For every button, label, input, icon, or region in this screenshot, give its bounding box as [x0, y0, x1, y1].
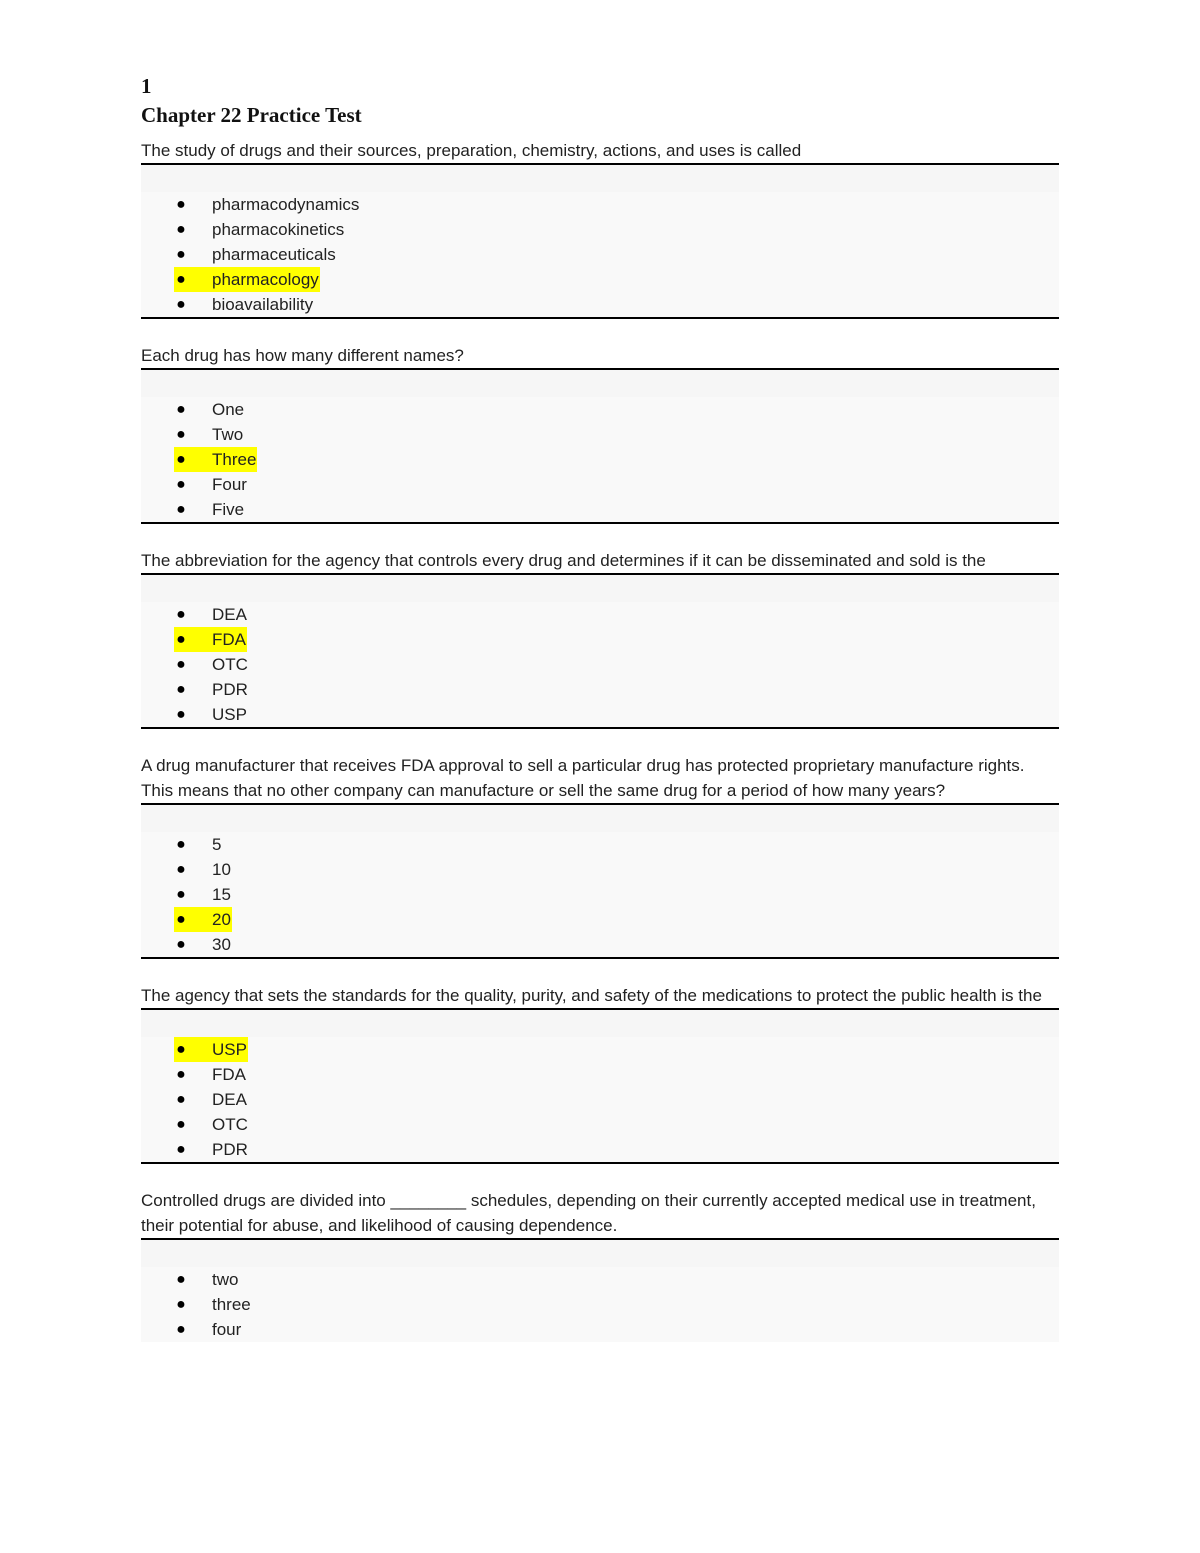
- option-label: USP: [211, 1037, 248, 1062]
- answer-option: [141, 1317, 1059, 1342]
- answer-option: [141, 472, 1059, 497]
- bullet-icon: ●: [176, 501, 186, 518]
- bullet-icon: ●: [176, 1271, 186, 1288]
- bullet-icon: ●: [176, 681, 186, 698]
- answer-option-highlighted: [141, 1037, 1059, 1062]
- bullet-icon: ●: [176, 476, 186, 493]
- question-text: The study of drugs and their sources, preparation, chemistry, actions, and uses is called: [141, 138, 1059, 165]
- bullet-icon: ●: [176, 1091, 186, 1108]
- bullet-icon: ●: [176, 296, 186, 313]
- question-text: The abbreviation for the agency that controls every drug and determines if it can be disseminated and sold is the: [141, 548, 1059, 575]
- question-block: [141, 753, 1059, 959]
- option-label: One: [212, 400, 245, 419]
- bullet-icon: ●: [174, 447, 211, 472]
- option-label: 5: [212, 835, 222, 854]
- bullet-icon: ●: [176, 196, 186, 213]
- bullet-icon: ●: [176, 656, 186, 673]
- bullet-icon: ●: [176, 886, 186, 903]
- question-text: The agency that sets the standards for the quality, purity, and safety of the medications to protect the public health is the: [141, 983, 1059, 1010]
- bullet-icon: ●: [176, 246, 186, 263]
- answer-option: [141, 397, 1059, 422]
- answer-option: [141, 192, 1059, 217]
- answer-option: [141, 217, 1059, 242]
- bullet-icon: ●: [174, 1037, 211, 1062]
- question-block: [141, 138, 1059, 319]
- page-number: 1: [141, 74, 152, 98]
- question-text: Controlled drugs are divided into ________ schedules, depending on their currently accepted medical use in treatment, their potential for abuse, and likelihood of causing dependence.: [141, 1188, 1059, 1240]
- answer-options-box: [141, 1010, 1059, 1164]
- document-page: [141, 72, 1059, 1366]
- answer-options-box: [141, 575, 1059, 729]
- option-label: pharmacodynamics: [212, 195, 360, 214]
- bullet-icon: ●: [174, 267, 211, 292]
- answer-option: [141, 242, 1059, 267]
- option-list: [141, 192, 1059, 317]
- page-title: Chapter 22 Practice Test: [141, 103, 362, 127]
- option-label: USP: [212, 705, 247, 724]
- option-label: PDR: [212, 680, 248, 699]
- answer-option: [141, 702, 1059, 727]
- option-label: three: [212, 1295, 251, 1314]
- bullet-icon: ●: [176, 936, 186, 953]
- option-label: DEA: [212, 605, 247, 624]
- option-label: Five: [212, 500, 245, 519]
- option-label: four: [212, 1320, 242, 1339]
- option-label: FDA: [212, 1065, 246, 1084]
- answer-option: [141, 882, 1059, 907]
- option-list: [141, 602, 1059, 727]
- answer-options-box: [141, 1240, 1059, 1342]
- answer-option: [141, 1087, 1059, 1112]
- option-label: FDA: [211, 627, 247, 652]
- bullet-icon: ●: [176, 426, 186, 443]
- option-label: Three: [211, 447, 257, 472]
- answer-option: [141, 677, 1059, 702]
- bullet-icon: ●: [176, 836, 186, 853]
- answer-options-box: [141, 805, 1059, 959]
- bullet-icon: ●: [176, 1116, 186, 1133]
- option-label: PDR: [212, 1140, 248, 1159]
- option-label: 10: [212, 860, 231, 879]
- option-label: 20: [211, 907, 232, 932]
- answer-option: [141, 1112, 1059, 1137]
- question-block: [141, 343, 1059, 524]
- option-label: 30: [212, 935, 231, 954]
- question-text: A drug manufacturer that receives FDA approval to sell a particular drug has protected proprietary manufacture rights. This means that no other company can manufacture or sell the same drug for a period of how many years?: [141, 753, 1059, 805]
- bullet-icon: ●: [176, 606, 186, 623]
- option-label: two: [212, 1270, 239, 1289]
- option-label: pharmaceuticals: [212, 245, 336, 264]
- option-label: Two: [212, 425, 244, 444]
- option-label: OTC: [212, 1115, 248, 1134]
- bullet-icon: ●: [176, 1141, 186, 1158]
- bullet-icon: ●: [174, 907, 211, 932]
- bullet-icon: ●: [176, 401, 186, 418]
- answer-option: [141, 832, 1059, 857]
- answer-option: [141, 652, 1059, 677]
- bullet-icon: ●: [176, 1066, 186, 1083]
- answer-option: [141, 1267, 1059, 1292]
- answer-option: [141, 1137, 1059, 1162]
- answer-options-box: [141, 165, 1059, 319]
- option-list: [141, 397, 1059, 522]
- option-label: pharmacology: [211, 267, 320, 292]
- option-label: DEA: [212, 1090, 247, 1109]
- option-label: OTC: [212, 655, 248, 674]
- bullet-icon: ●: [176, 706, 186, 723]
- answer-option-highlighted: [141, 447, 1059, 472]
- answer-option: [141, 497, 1059, 522]
- bullet-icon: ●: [176, 861, 186, 878]
- answer-option: [141, 857, 1059, 882]
- option-label: 15: [212, 885, 231, 904]
- question-block: [141, 548, 1059, 729]
- answer-option: [141, 1062, 1059, 1087]
- bullet-icon: ●: [176, 221, 186, 238]
- option-list: [141, 1037, 1059, 1162]
- answer-options-box: [141, 370, 1059, 524]
- answer-option-highlighted: [141, 627, 1059, 652]
- answer-option: [141, 932, 1059, 957]
- answer-option: [141, 292, 1059, 317]
- bullet-icon: ●: [176, 1296, 186, 1313]
- answer-option-highlighted: [141, 267, 1059, 292]
- question-list: [141, 138, 1059, 1342]
- answer-option: [141, 602, 1059, 627]
- option-label: Four: [212, 475, 247, 494]
- answer-option: [141, 422, 1059, 447]
- bullet-icon: ●: [174, 627, 211, 652]
- option-label: pharmacokinetics: [212, 220, 345, 239]
- bullet-icon: ●: [176, 1321, 186, 1338]
- option-list: [141, 832, 1059, 957]
- answer-option: [141, 1292, 1059, 1317]
- option-list: [141, 1267, 1059, 1342]
- question-block: [141, 983, 1059, 1164]
- answer-option-highlighted: [141, 907, 1059, 932]
- question-block: [141, 1188, 1059, 1342]
- question-text: Each drug has how many different names?: [141, 343, 1059, 370]
- option-label: bioavailability: [212, 295, 314, 314]
